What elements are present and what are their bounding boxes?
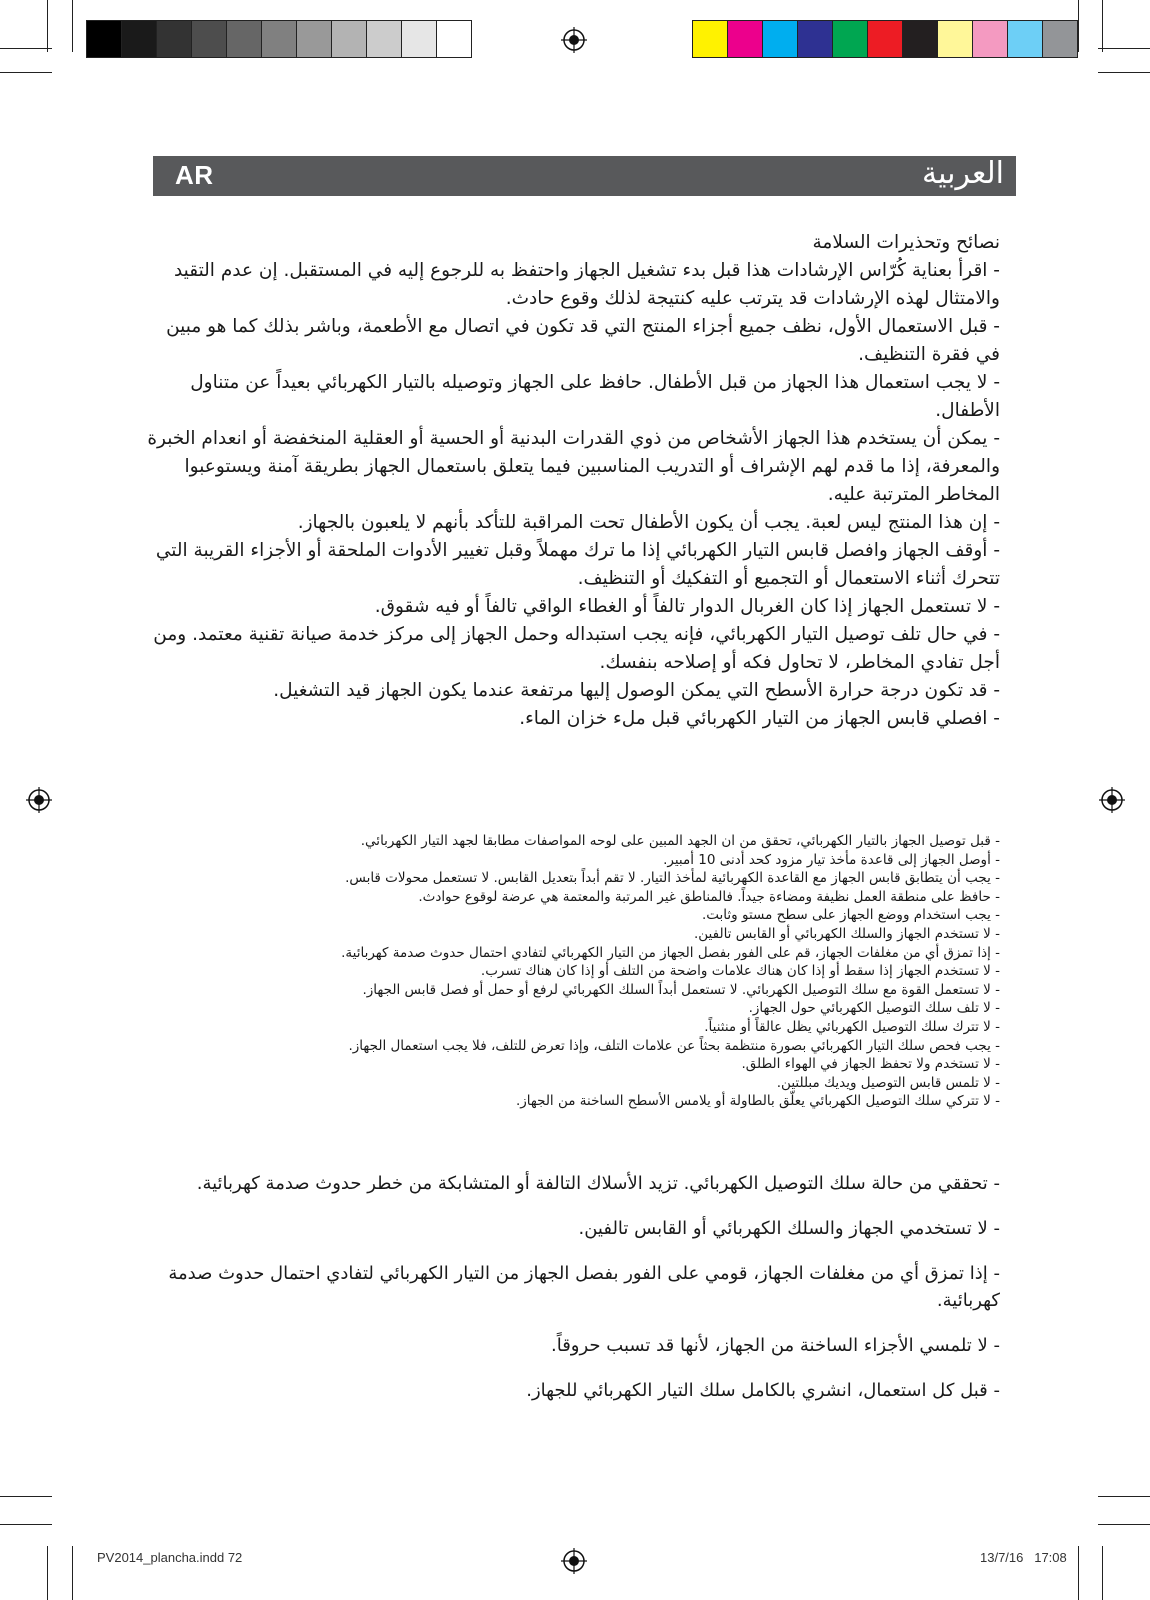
process-color-bar: [692, 20, 1078, 58]
color-swatch: [297, 21, 332, 57]
list-item: - لا تستخدمي الجهاز والسلك الكهربائي أو القابس تالفين.: [578, 1218, 1000, 1239]
crop-mark: [0, 48, 52, 49]
crop-mark: [1102, 1546, 1103, 1600]
section-title: نصائح وتحذيرات السلامة: [812, 232, 1000, 253]
color-swatch: [227, 21, 262, 57]
gray-color-bar: [86, 20, 472, 58]
crop-mark: [1078, 0, 1079, 52]
list-item: - اقرأ بعناية كُرّاس الإرشادات هذا قبل بدء تشغيل الجهاز واحتفظ به للرجوع إليه في المستقبل. إن عدم التقيد والامتثال لهذه الإرشادات قد يترتب عليه كنتيجة لذلك وقوع حادث.: [173, 260, 1000, 309]
color-swatch: [973, 21, 1008, 57]
list-item: - تحققي من حالة سلك التوصيل الكهربائي. تزيد الأسلاك التالفة أو المتشابكة من خطر حدوث صدمة كهربائية.: [196, 1173, 1000, 1194]
list-item: - إذا تمزق أي من مغلفات الجهاز، قومي على الفور بفصل الجهاز من التيار الكهربائي لتفادي احتمال حدوث صدمة كهربائية.: [168, 1263, 1000, 1311]
color-swatch: [833, 21, 868, 57]
color-swatch: [437, 21, 471, 57]
registration-mark-icon: [1099, 787, 1125, 813]
color-swatch: [402, 21, 437, 57]
list-item: - لا تستخدم ولا تحفظ الجهاز في الهواء الطلق.: [741, 1056, 1000, 1073]
list-item: - يجب استخدام ووضع الجهاز على سطح مستو وثابت.: [702, 907, 1000, 924]
list-item: - في حال تلف توصيل التيار الكهربائي، فإنه يجب استبداله وحمل الجهاز إلى مركز خدمة صيانة تقنية معتمد. ومن أجل تفادي المخاطر، لا تحاول فكه أو إصلاحه بنفسك.: [153, 624, 1000, 673]
list-item: - لا تلمس قابس التوصيل ويديك مبللتين.: [776, 1074, 1000, 1091]
footer-file-name: PV2014_plancha.indd 72: [97, 1550, 243, 1565]
list-item: - لا تترك سلك التوصيل الكهربائي يظل عالقاً أو منثنياً.: [704, 1018, 1000, 1035]
crop-mark: [0, 1524, 52, 1525]
crop-mark: [47, 1546, 48, 1600]
color-swatch: [798, 21, 833, 57]
crop-mark: [47, 0, 48, 52]
list-item: - يجب أن يتطابق قابس الجهاز مع القاعدة الكهربائية لمأخذ التيار. لا تقم أبداً بتعديل القابس. لا تستعمل محولات قابس.: [345, 870, 1000, 887]
list-item: - لا تتركي سلك التوصيل الكهربائي يعلّق بالطاولة أو يلامس الأسطح الساخنة من الجهاز.: [515, 1093, 1000, 1110]
registration-mark-icon: [561, 1548, 587, 1574]
color-swatch: [262, 21, 297, 57]
list-item: - أوصل الجهاز إلى قاعدة مأخذ تيار مزود كحد أدنى 10 أمبير.: [663, 851, 1000, 868]
crop-mark: [1098, 72, 1150, 73]
color-swatch: [122, 21, 157, 57]
list-item: - حافظ على منطقة العمل نظيفة ومضاءة جيداً. فالمناطق غير المرتبة والمعتمة هي عرضة لوقوع حوادث.: [418, 888, 1000, 905]
crop-mark: [72, 1546, 73, 1600]
list-item: - قبل الاستعمال الأول، نظف جميع أجزاء المنتج التي قد تكون في اتصال مع الأطعمة، وباشر بذلك كما هو مبين في فقرة التنظيف.: [166, 316, 1000, 365]
registration-mark-icon: [561, 27, 587, 53]
language-header-band: [153, 156, 1016, 196]
list-item: - قد تكون درجة حرارة الأسطح التي يمكن الوصول إليها مرتفعة عندما يكون الجهاز قيد التشغيل.: [273, 680, 1000, 701]
color-swatch: [332, 21, 367, 57]
list-item: - أوقف الجهاز وافصل قابس التيار الكهربائي إذا ما ترك مهملاً وقبل تغيير الأدوات الملحقة أو الأجزاء القريبة التي تتحرك أثناء الاستعمال أو التجميع أو التفكيك أو التنظيف.: [155, 540, 1000, 589]
color-swatch: [157, 21, 192, 57]
list-item: - افصلي قابس الجهاز من التيار الكهربائي قبل ملء خزان الماء.: [519, 708, 1000, 729]
list-item: - لا يجب استعمال هذا الجهاز من قبل الأطفال. حافظ على الجهاز وتوصيله بالتيار الكهربائي بعيداً عن متناول الأطفال.: [190, 372, 1000, 421]
electrical-warnings-section: [130, 832, 1000, 1111]
color-swatch: [763, 21, 798, 57]
safety-section: [140, 229, 1000, 733]
language-code: AR: [175, 160, 214, 190]
color-swatch: [87, 21, 122, 57]
color-swatch: [693, 21, 728, 57]
crop-mark: [1078, 1546, 1079, 1600]
additional-warnings-section: [140, 1170, 1000, 1422]
list-item: - لا تلمسي الأجزاء الساخنة من الجهاز، لأنها قد تسبب حروقاً.: [550, 1335, 1000, 1356]
color-swatch: [903, 21, 938, 57]
list-item: - قبل توصيل الجهاز بالتيار الكهربائي، تحقق من ان الجهد المبين على لوحه المواصفات مطابقا لجهد التيار الكهربائي.: [360, 833, 1000, 849]
registration-mark-icon: [26, 787, 52, 813]
list-item: - لا تستعمل الجهاز إذا كان الغربال الدوار تالفاً أو الغطاء الواقي تالفاً أو فيه شقوق.: [374, 596, 1000, 617]
crop-mark: [0, 1496, 52, 1497]
crop-mark: [1098, 1524, 1150, 1525]
color-swatch: [1008, 21, 1043, 57]
color-swatch: [192, 21, 227, 57]
crop-mark: [1098, 1496, 1150, 1497]
color-swatch: [1043, 21, 1077, 57]
crop-mark: [0, 72, 52, 73]
crop-mark: [1098, 48, 1150, 49]
list-item: - لا تستخدم الجهاز إذا سقط أو إذا كان هناك علامات واضحة من التلف أو إذا كان هناك تسرب.: [480, 963, 1000, 980]
color-swatch: [367, 21, 402, 57]
crop-mark: [1102, 0, 1103, 52]
footer-timestamp: 13/7/16 17:08: [980, 1550, 1067, 1565]
color-swatch: [868, 21, 903, 57]
crop-mark: [72, 0, 73, 52]
list-item: - لا تستعمل القوة مع سلك التوصيل الكهربائي. لا تستعمل أبداً السلك الكهربائي لرفع أو حمل أو فصل قابس الجهاز.: [362, 981, 1000, 998]
list-item: - لا تلف سلك التوصيل الكهربائي حول الجهاز.: [748, 1000, 1000, 1017]
list-item: - يجب فحص سلك التيار الكهربائي بصورة منتظمة بحثاً عن علامات التلف، وإذا تعرض للتلف، فلا يجب استعمال الجهاز.: [348, 1037, 1000, 1054]
language-name: العربية: [922, 156, 1004, 191]
list-item: - لا تستخدم الجهاز والسلك الكهربائي أو القابس تالفين.: [693, 925, 1000, 942]
list-item: - إذا تمزق أي من مغلفات الجهاز، قم على الفور بفصل الجهاز من التيار الكهربائي لتفادي احتمال حدوث صدمة كهربائية.: [341, 944, 1000, 961]
color-swatch: [938, 21, 973, 57]
color-swatch: [728, 21, 763, 57]
list-item: - إن هذا المنتج ليس لعبة. يجب أن يكون الأطفال تحت المراقبة للتأكد بأنهم لا يلعبون بالجهاز.: [297, 512, 1000, 533]
list-item: - قبل كل استعمال، انشري بالكامل سلك التيار الكهربائي للجهاز.: [526, 1380, 1000, 1401]
list-item: - يمكن أن يستخدم هذا الجهاز الأشخاص من ذوي القدرات البدنية أو الحسية أو العقلية المنخفضة أو انعدام الخبرة والمعرفة، إذا ما قدم لهم الإشراف أو التدريب المناسبين فيما يتعلق باستعمال الجهاز بطريقة آمنة ويستوعبوا المخاطر المترتبة عليه.: [147, 428, 1000, 505]
